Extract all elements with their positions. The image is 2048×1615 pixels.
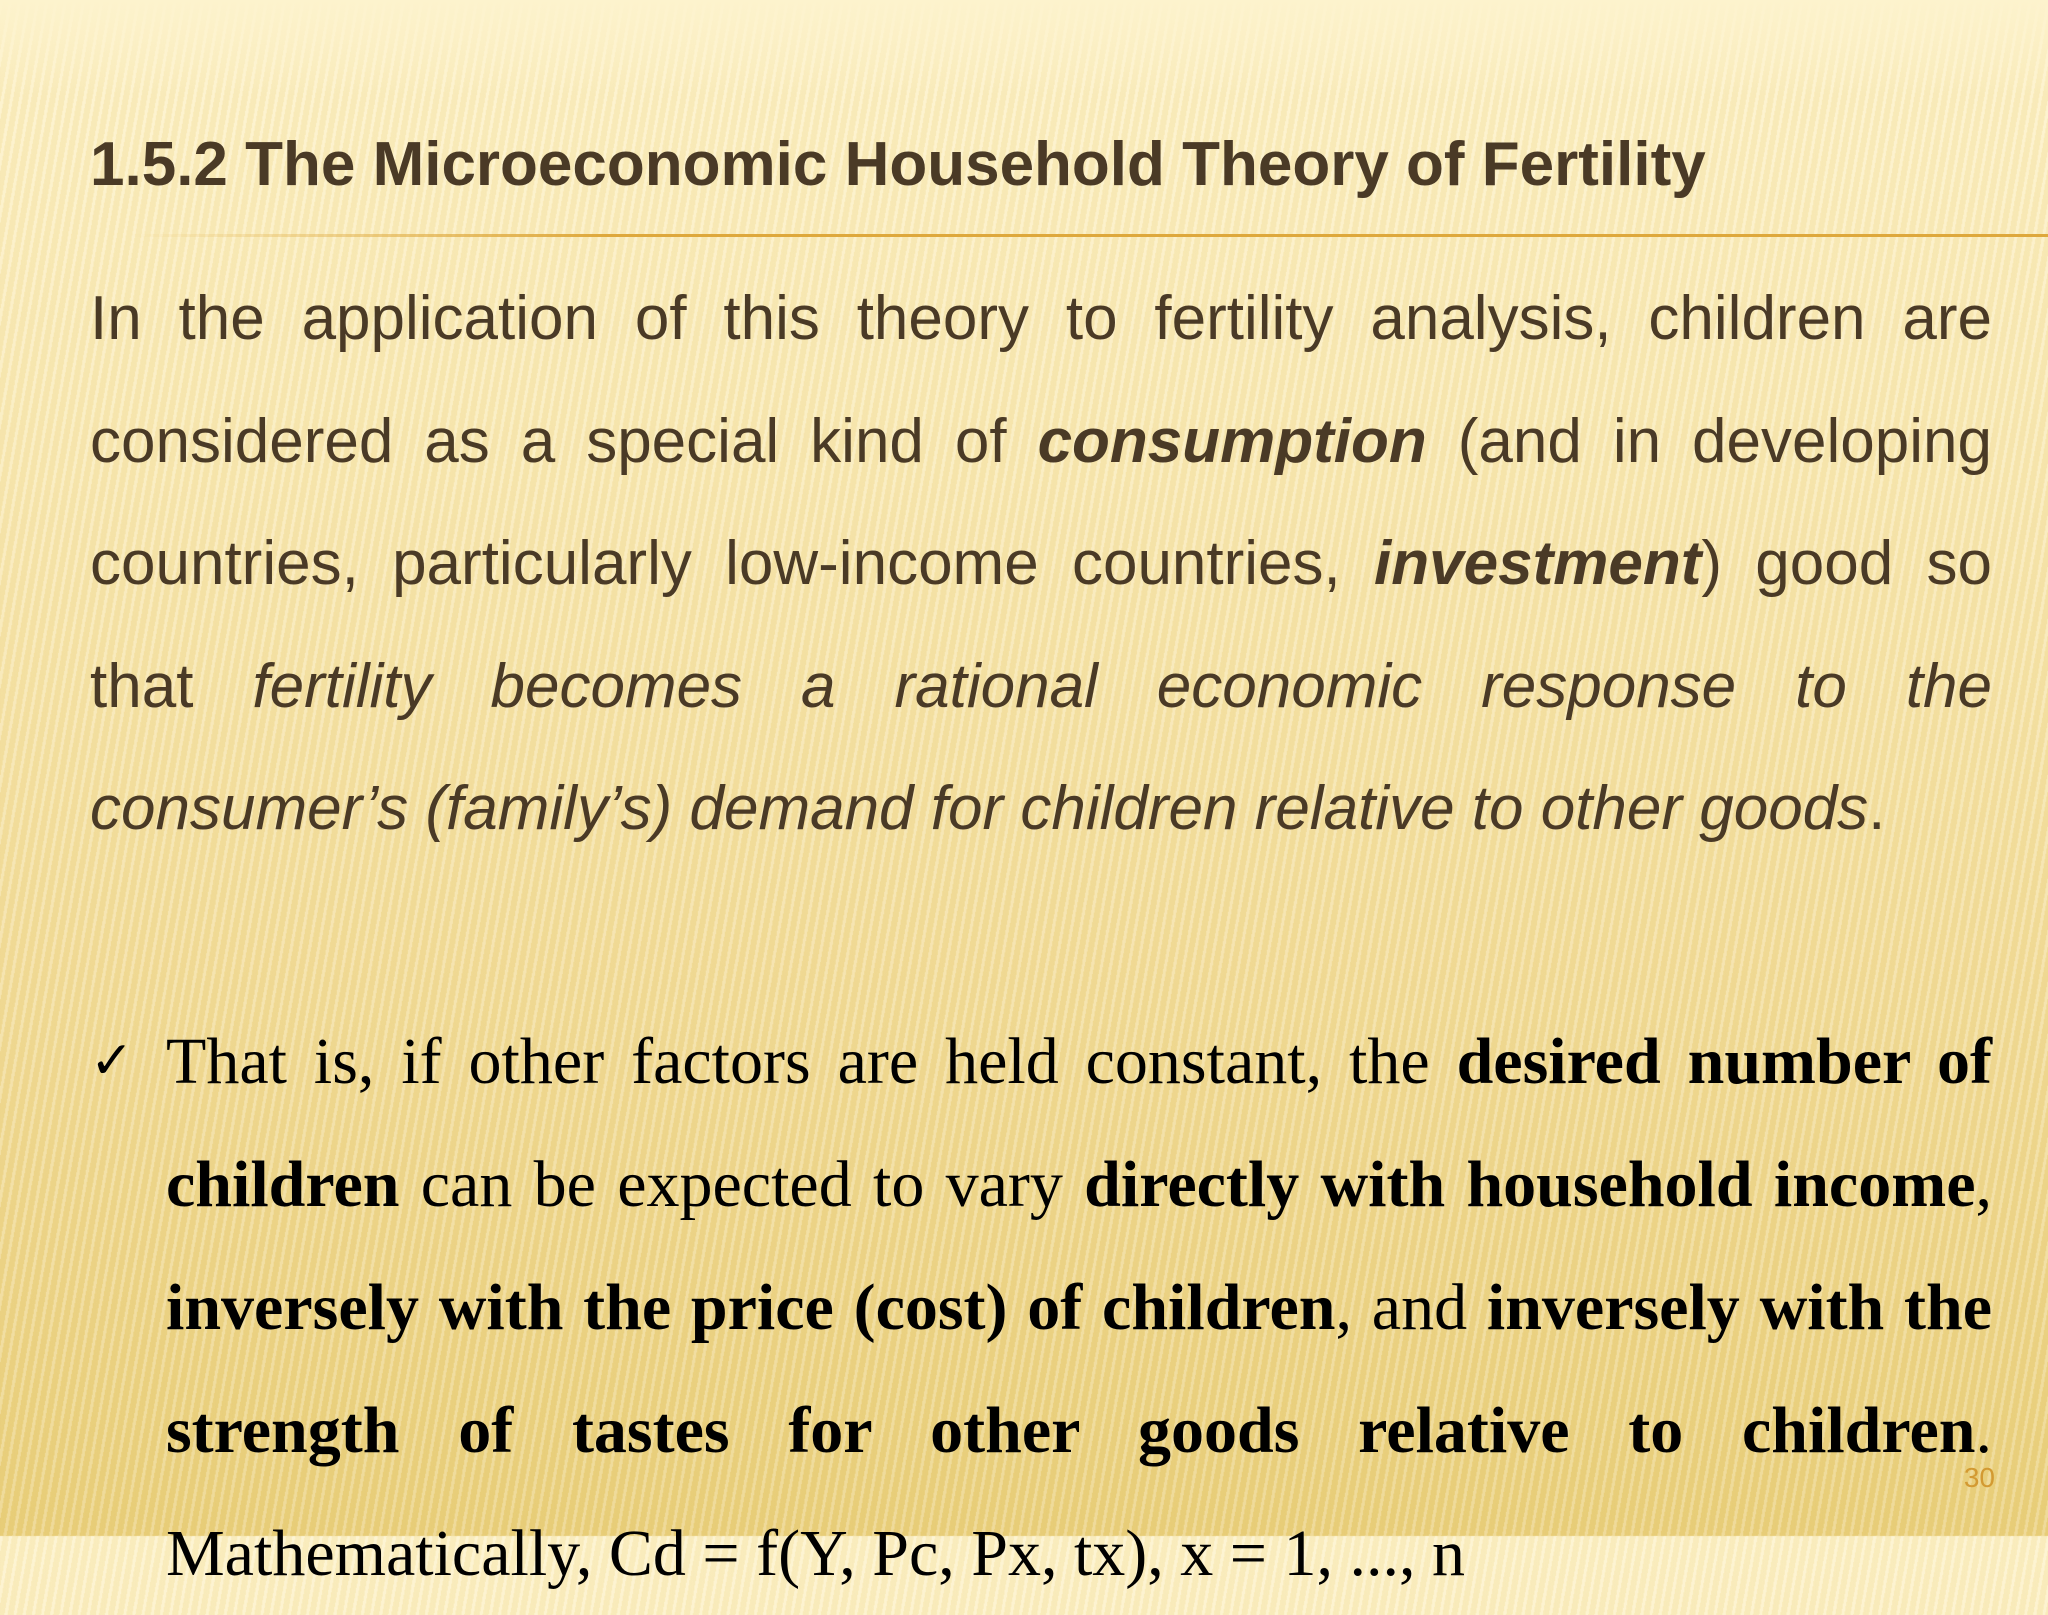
top-band <box>0 0 2048 95</box>
title-underline <box>130 234 2048 237</box>
slide-title: 1.5.2 The Microeconomic Household Theory of Fertility <box>90 130 1706 199</box>
bullet-bold-part: directly with household income <box>1084 1148 1976 1221</box>
paragraph-emphasis-investment: investment <box>1374 529 1702 598</box>
paragraph-text: ) good so that <box>90 529 1992 721</box>
bullet-bold-part: desired number of children <box>166 1025 1993 1221</box>
bullet-bold-part: inversely with the strength of tastes for other goods relative to children <box>166 1271 1993 1467</box>
checkmark-icon: ✓ <box>90 1031 134 1091</box>
bullet-text-part: can be expected to vary <box>399 1148 1085 1221</box>
paragraph-text: (and in developing countries, particularly low-income countries, <box>90 406 1992 598</box>
bullet-text-part: That is, if other factors are held constant, the <box>166 1025 1457 1098</box>
bullet-bold-part: inversely with the price (cost) of children <box>166 1271 1336 1344</box>
bullet-text-part: , and <box>1335 1271 1487 1344</box>
paragraph-text: . <box>1868 774 1886 843</box>
body-paragraph <box>90 258 1992 871</box>
paragraph-text: In the application of this theory to fertility analysis, children are considered as a special kind of <box>90 284 1992 476</box>
page-number: 30 <box>1963 1462 1995 1493</box>
paragraph-emphasis-consumption: consumption <box>1037 406 1427 476</box>
bullet-text-part: . Mathematically, Cd = f(Y, Pc, Px, tx), x = 1, ..., n <box>166 1394 1992 1590</box>
bullet-item <box>90 1000 1992 1615</box>
bullet-text-part: , <box>1975 1148 1992 1221</box>
paragraph-italic-phrase: fertility becomes a rational economic response to the consumer’s (family’s) demand for children relative to other goods <box>90 651 1993 843</box>
bullet-text <box>166 1000 1992 1615</box>
